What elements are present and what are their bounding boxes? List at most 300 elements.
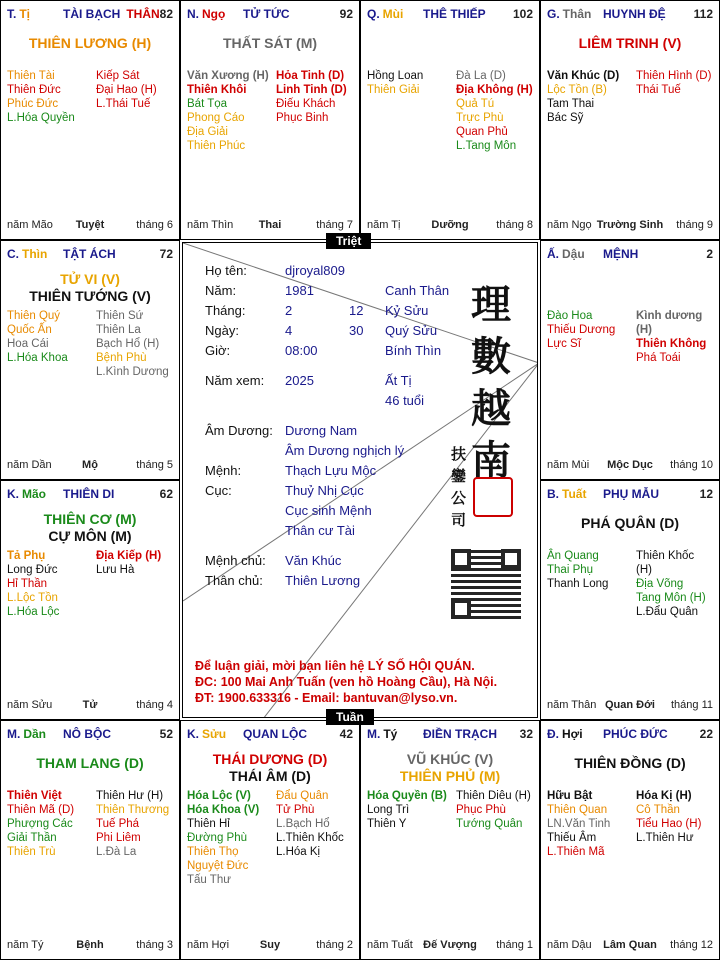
callig-char: 理 — [471, 281, 511, 328]
year-label: năm Thân — [547, 699, 597, 711]
minor-star: Thiên La — [96, 324, 141, 336]
minor-star: Cô Thần — [636, 804, 680, 816]
month-label: tháng 1 — [496, 939, 533, 951]
palace-age: 72 — [159, 247, 173, 261]
palace-branch — [7, 727, 46, 741]
palace-name: QUAN LỘC — [243, 727, 307, 741]
life-stage: Lâm Quan — [603, 939, 657, 951]
main-star: THẤT SÁT (M) — [222, 35, 318, 51]
info-canchi: Kỷ Sửu — [385, 303, 429, 318]
minor-star: L.Thiên Mã — [547, 846, 605, 858]
info-value: Cục sinh Mệnh — [285, 503, 372, 518]
info-canchi: Ất Tị — [385, 373, 412, 388]
branch-name: Dần — [23, 727, 47, 741]
palace-footer — [7, 699, 173, 713]
branch-stem: K. — [187, 727, 199, 741]
info-canchi: Bính Thìn — [385, 343, 442, 358]
palace-name: TỬ TỨC — [243, 7, 290, 21]
palace-age: 92 — [339, 7, 353, 21]
palace-footer — [367, 939, 533, 953]
palace-branch — [7, 247, 47, 261]
main-star: THÁI DƯƠNG (D) — [212, 751, 328, 767]
minor-star: Giải Thần — [7, 832, 57, 844]
minor-star: Bạch Hổ (H) — [96, 338, 160, 350]
minor-star: L.Hóa Khoa — [7, 352, 68, 364]
minor-star: LN.Văn Tinh — [547, 818, 611, 830]
minor-star: Long Đức — [7, 564, 58, 576]
minor-star: Tang Môn (H) — [636, 592, 706, 604]
palace-branch — [367, 7, 403, 21]
year-label: năm Dần — [7, 459, 52, 471]
palace-mui — [360, 0, 540, 240]
info-label: Tháng: — [205, 303, 246, 318]
minor-star: Lực Sĩ — [547, 338, 581, 350]
month-label: tháng 12 — [670, 939, 713, 951]
minor-star: Quốc Ấn — [7, 324, 52, 336]
month-label: tháng 7 — [316, 219, 353, 231]
minor-star: Tướng Quân — [456, 818, 523, 830]
branch-name: Tý — [383, 727, 398, 741]
minor-star: Hóa Quyền (B) — [367, 790, 447, 802]
info-canchi: Quý Sửu — [385, 323, 438, 338]
minor-stars — [547, 789, 713, 919]
minor-star: Hóa Lộc (V) — [187, 790, 251, 802]
palace-name: PHỤ MẪU — [603, 487, 659, 501]
minor-star: L.Đà La — [96, 846, 137, 858]
seal-char: 扶 — [451, 445, 467, 463]
minor-star: Lộc Tồn (B) — [547, 84, 607, 96]
minor-stars — [547, 549, 713, 679]
minor-star: Hồng Loan — [367, 70, 424, 82]
minor-star: Văn Khúc (D) — [547, 70, 620, 82]
main-star: PHÁ QUÂN (D) — [581, 515, 679, 531]
minor-star: Điếu Khách — [276, 98, 336, 110]
minor-star: L.Lộc Tồn — [7, 592, 58, 604]
palace-footer — [7, 939, 173, 953]
minor-star: Phục Binh — [276, 112, 329, 124]
minor-star: Tử Phù — [276, 804, 315, 816]
month-label: tháng 9 — [676, 219, 713, 231]
minor-stars — [187, 69, 353, 199]
center-info-panel — [182, 242, 538, 718]
minor-star: Phá Toái — [636, 352, 681, 364]
palace-footer — [547, 939, 713, 953]
stars-right — [456, 789, 531, 831]
contact-line: ĐT: 1900.633316 - Email: bantuvan@lyso.vn. — [195, 691, 458, 705]
minor-star: Hỉ Thần — [7, 578, 48, 590]
minor-star: Thiên Quý — [7, 310, 61, 322]
minor-stars — [187, 789, 353, 919]
branch-name: Tị — [19, 7, 31, 21]
main-star: TỬ VI (V) — [60, 271, 120, 287]
palace-age: 82 — [159, 7, 173, 21]
palace-header — [187, 727, 353, 743]
main-star: THIÊN ĐỒNG (D) — [574, 755, 686, 771]
palace-age: 42 — [339, 727, 353, 741]
palace-ty2 — [360, 720, 540, 960]
minor-star: Hỏa Tinh (D) — [276, 70, 345, 82]
palace-header — [547, 7, 713, 23]
minor-star: Long Trì — [367, 804, 410, 816]
minor-star: Quả Tú — [456, 98, 495, 110]
branch-name: Thìn — [22, 247, 48, 261]
palace-name: NÔ BỘC — [63, 727, 111, 741]
branch-name: Ngọ — [202, 7, 226, 21]
stars-left — [7, 69, 75, 125]
palace-header — [367, 7, 533, 23]
main-star: THÁI ÂM (D) — [229, 768, 311, 784]
info-value: 1981 — [285, 283, 314, 298]
palace-name: THÊ THIẾP — [423, 7, 486, 21]
palace-name: TÀI BẠCH THÂN — [63, 7, 160, 21]
palace-dau — [540, 240, 720, 480]
minor-star: Phi Liêm — [96, 832, 141, 844]
palace-branch — [187, 727, 226, 741]
minor-star: Thiếu Âm — [547, 832, 597, 844]
minor-star: Thiên Hình (D) — [636, 70, 712, 82]
stars-left — [7, 309, 68, 365]
minor-star: Nguyệt Đức — [187, 860, 249, 872]
callig-char: 越 — [471, 385, 511, 432]
minor-star: Tiểu Hao (H) — [636, 818, 702, 830]
year-label: năm Tý — [7, 939, 44, 951]
stars-left — [367, 69, 423, 97]
branch-name: Thân — [562, 7, 592, 21]
stars-right — [636, 309, 713, 365]
stars-left — [7, 549, 59, 619]
month-label: tháng 3 — [136, 939, 173, 951]
info-value: Văn Khúc — [285, 553, 342, 568]
stars-left — [547, 309, 615, 351]
minor-star: Thiên Mã (D) — [7, 804, 75, 816]
info-label: Ngày: — [205, 323, 239, 338]
minor-star: Trực Phù — [456, 112, 504, 124]
branch-stem: K. — [7, 487, 19, 501]
minor-star: L.Hóa Lộc — [7, 606, 60, 618]
stars-right — [276, 69, 347, 125]
branch-name: Hợi — [562, 727, 583, 741]
minor-star: L.Thái Tuế — [96, 98, 151, 110]
palace-ngo — [180, 0, 360, 240]
minor-star: Thiên Trù — [7, 846, 56, 858]
minor-star: Thiên Khôi — [187, 84, 247, 96]
palace-dan — [0, 720, 180, 960]
palace-branch — [7, 7, 30, 21]
stars-left — [547, 549, 608, 591]
stars-right — [456, 69, 533, 153]
minor-star: Đào Hoa — [547, 310, 593, 322]
info-value: Âm Dương nghịch lý — [285, 443, 405, 458]
info-value: 2 — [285, 303, 293, 318]
life-stage: Trường Sinh — [596, 219, 664, 231]
minor-star: Phong Cáo — [187, 112, 245, 124]
palace-branch — [547, 7, 591, 21]
minor-star: L.Đẩu Quân — [636, 606, 699, 618]
month-label: tháng 8 — [496, 219, 533, 231]
palace-ti — [0, 0, 180, 240]
stars-right — [96, 69, 157, 111]
minor-star: Hữu Bật — [547, 790, 593, 802]
minor-star: Thái Tuế — [636, 84, 681, 96]
callig-char: 數 — [471, 333, 511, 380]
life-stage: Suy — [259, 939, 281, 951]
branch-stem: G. — [547, 7, 560, 21]
palace-branch — [547, 247, 585, 261]
palace-branch — [367, 727, 397, 741]
minor-star: Hóa Khoa (V) — [187, 804, 260, 816]
minor-star: Địa Võng — [636, 578, 684, 590]
minor-star: L.Thiên Hư — [636, 832, 694, 844]
minor-star: Địa Giải — [187, 126, 228, 138]
minor-star: Tả Phụ — [7, 550, 46, 562]
info-label: Năm xem: — [205, 373, 265, 388]
minor-star: Thiên Y — [367, 818, 407, 830]
stars-left — [187, 69, 269, 153]
seal-char: 鑾 — [451, 467, 467, 485]
info-label: Năm: — [205, 283, 237, 298]
year-label: năm Hợi — [187, 939, 230, 951]
minor-star: Phúc Đức — [7, 98, 59, 110]
seal-char: 司 — [451, 511, 467, 529]
info-value: Thuỷ Nhị Cục — [285, 483, 364, 498]
palace-header — [7, 247, 173, 263]
palace-header — [7, 7, 173, 23]
info-label: Họ tên: — [205, 263, 247, 278]
palace-header — [547, 487, 713, 503]
info-value: Thạch Lựu Mộc — [285, 463, 377, 478]
palace-footer — [547, 219, 713, 233]
palace-age: 22 — [699, 727, 713, 741]
palace-header — [547, 247, 713, 263]
branch-stem: T. — [7, 7, 17, 21]
info-label: Thân chủ: — [205, 573, 263, 588]
month-label: tháng 10 — [670, 459, 713, 471]
minor-star: Ân Quang — [547, 550, 599, 562]
minor-star: Đà La (D) — [456, 70, 506, 82]
main-star: THIÊN CƠ (M) — [43, 511, 137, 527]
palace-branch — [547, 727, 583, 741]
palace-age: 32 — [519, 727, 533, 741]
main-star: THIÊN TƯỚNG (V) — [29, 288, 151, 304]
info-value: djroyal809 — [285, 263, 345, 278]
minor-star: Kiếp Sát — [96, 70, 140, 82]
stars-right — [96, 309, 169, 379]
contact-line: ĐC: 100 Mai Anh Tuấn (ven hồ Hoàng Cầu), Hà Nội. — [195, 675, 498, 689]
branch-stem: Ấ. — [547, 247, 559, 261]
palace-header — [7, 727, 173, 743]
minor-star: Thanh Long — [547, 578, 609, 590]
minor-star: Thiên Giải — [367, 84, 420, 96]
minor-star: Thiên Thương — [96, 804, 170, 816]
main-star: THIÊN PHỦ (M) — [399, 768, 501, 784]
minor-star: Thiên Việt — [7, 790, 62, 802]
minor-star: Bát Tọa — [187, 98, 228, 110]
minor-star: Đường Phù — [187, 832, 247, 844]
minor-star: Thiên Phúc — [187, 140, 246, 152]
minor-stars — [7, 69, 173, 199]
palace-hoi — [540, 720, 720, 960]
stars-right — [636, 69, 711, 97]
minor-star: Bác Sỹ — [547, 112, 584, 124]
info-value: 2025 — [285, 373, 314, 388]
minor-star: Thiên Đức — [7, 84, 61, 96]
palace-footer — [547, 459, 713, 473]
palace-suu — [180, 720, 360, 960]
month-label: tháng 2 — [316, 939, 353, 951]
minor-star: Thiên Hỉ — [187, 818, 230, 830]
minor-star: L.Bạch Hổ — [276, 818, 330, 830]
main-star: THAM LANG (D) — [36, 755, 144, 771]
palace-age: 12 — [699, 487, 713, 501]
minor-star: Thai Phụ — [547, 564, 594, 576]
minor-star: Phượng Các — [7, 818, 73, 830]
month-label: tháng 4 — [136, 699, 173, 711]
branch-stem: M. — [367, 727, 381, 741]
life-stage: Dưỡng — [431, 219, 469, 231]
palace-tuat — [540, 480, 720, 720]
minor-star: L.Tang Môn — [456, 140, 517, 152]
stars-left — [187, 789, 259, 887]
minor-stars — [367, 69, 533, 199]
seal-char: 公 — [451, 489, 467, 507]
palace-age: 2 — [706, 247, 713, 261]
minor-star: Thiên Không — [636, 338, 707, 350]
life-stage: Thai — [258, 219, 282, 231]
minor-star: Hoa Cái — [7, 338, 49, 350]
year-label: năm Mão — [7, 219, 53, 231]
month-label: tháng 11 — [670, 699, 713, 711]
palace-name: ĐIỀN TRẠCH — [423, 727, 497, 741]
palace-name: MỆNH — [603, 247, 639, 261]
minor-star: Tuế Phá — [96, 818, 140, 830]
info-value-lunar: 12 — [349, 303, 364, 318]
info-label: Giờ: — [205, 343, 231, 358]
palace-header — [547, 727, 713, 743]
main-star: LIÊM TRINH (V) — [578, 35, 682, 51]
minor-star: Đại Hao (H) — [96, 84, 157, 96]
minor-star: L.Hóa Quyền — [7, 112, 75, 124]
branch-name: Sửu — [202, 727, 227, 741]
branch-stem: Đ. — [547, 727, 559, 741]
palace-name: HUYNH ĐỆ — [603, 7, 666, 21]
minor-star: L.Hóa Kị — [276, 846, 321, 858]
minor-stars — [367, 789, 533, 919]
minor-star: Thiên Khốc (H) — [636, 550, 695, 576]
palace-age: 102 — [512, 7, 533, 21]
life-stage: Bệnh — [76, 939, 104, 951]
minor-star: Địa Kiếp (H) — [96, 550, 162, 562]
branch-name: Tuất — [562, 487, 587, 501]
minor-star: Thiên Sứ — [96, 310, 144, 322]
minor-star: Thiên Thọ — [187, 846, 239, 858]
info-value: 08:00 — [285, 343, 318, 358]
minor-stars — [7, 549, 173, 679]
info-value: Thiên Lương — [285, 573, 361, 588]
minor-star: Lưu Hà — [96, 564, 135, 576]
info-value-lunar: 30 — [349, 323, 364, 338]
palace-mao — [0, 480, 180, 720]
month-label: tháng 5 — [136, 459, 173, 471]
palace-age: 112 — [693, 7, 713, 21]
palace-name: TẬT ÁCH — [63, 247, 116, 261]
minor-stars — [7, 789, 173, 919]
year-label: năm Mùi — [547, 459, 590, 471]
minor-star: Tấu Thư — [187, 874, 231, 886]
minor-star: Thiên Diêu (H) — [456, 790, 531, 802]
life-stage: Đế Vượng — [423, 939, 477, 951]
branch-stem: B. — [547, 487, 559, 501]
minor-star: Văn Xương (H) — [187, 70, 269, 82]
branch-name: Dậu — [562, 247, 585, 261]
palace-header — [187, 7, 353, 23]
minor-star: Thiếu Dương — [547, 324, 616, 336]
than-marker: THÂN — [126, 7, 160, 21]
stars-right — [96, 549, 161, 577]
info-value: Dương Nam — [285, 423, 358, 438]
info-label: Âm Dương: — [205, 423, 273, 438]
minor-star: Địa Không (H) — [456, 84, 533, 96]
palace-header — [367, 727, 533, 743]
palace-age: 52 — [159, 727, 173, 741]
qr-code-icon — [451, 549, 521, 619]
minor-star: L.Kình Dương — [96, 366, 169, 378]
palace-age: 62 — [159, 487, 173, 501]
minor-star: L.Thiên Khốc — [276, 832, 344, 844]
palace-footer — [7, 459, 173, 473]
palace-footer — [187, 939, 353, 953]
info-value: Thân cư Tài — [285, 523, 355, 538]
stars-left — [367, 789, 447, 831]
palace-header — [7, 487, 173, 503]
minor-stars — [7, 309, 173, 439]
stars-left — [547, 789, 610, 859]
year-label: năm Thìn — [187, 219, 234, 231]
life-stage: Tử — [82, 699, 98, 711]
branch-stem: M. — [7, 727, 21, 741]
minor-star: Tam Thai — [547, 98, 595, 110]
main-star: THIÊN LƯƠNG (H) — [28, 35, 152, 51]
branch-stem: N. — [187, 7, 199, 21]
stars-right — [276, 789, 344, 859]
life-stage: Tuyệt — [75, 219, 105, 231]
palace-thin — [0, 240, 180, 480]
minor-star: Hóa Kị (H) — [636, 790, 692, 802]
info-canchi: Canh Thân — [385, 283, 450, 298]
palace-footer — [187, 219, 353, 233]
minor-star: Thiên Quan — [547, 804, 608, 816]
info-label: Cục: — [205, 483, 232, 498]
contact-line: Để luận giải, mời bạn liên hệ LÝ SỐ HỘI QUÁN. — [195, 659, 475, 673]
branch-name: Mão — [22, 487, 46, 501]
stars-right — [636, 789, 701, 845]
stars-right — [96, 789, 169, 859]
stars-left — [7, 789, 74, 859]
minor-star: Đẩu Quân — [276, 790, 329, 802]
life-stage: Quan Đới — [605, 699, 655, 711]
info-value: 4 — [285, 323, 293, 338]
stars-right — [636, 549, 713, 619]
info-label: Mệnh chủ: — [205, 553, 266, 568]
life-stage: Mộ — [82, 459, 98, 471]
year-label: năm Tị — [367, 219, 401, 231]
stars-left — [547, 69, 619, 125]
branch-stem: C. — [7, 247, 19, 261]
tuan-badge: Tuần — [326, 709, 374, 725]
palace-footer — [7, 219, 173, 233]
minor-stars — [547, 309, 713, 439]
minor-star: Thiên Tài — [7, 70, 55, 82]
minor-star: Phục Phù — [456, 804, 506, 816]
